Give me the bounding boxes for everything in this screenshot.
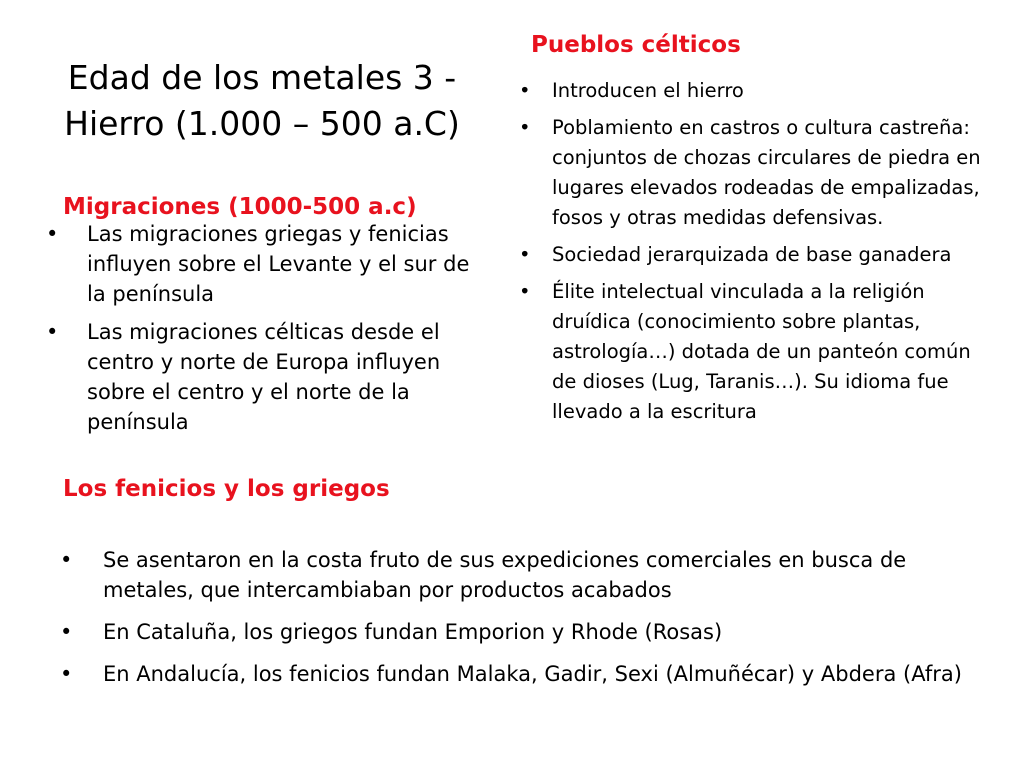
list-item: • Las migraciones griegas y fenicias influyen sobre el Levante y el sur de la península [46,219,486,309]
migrations-heading: Migraciones (1000-500 a.c) [63,194,417,220]
list-item: • Sociedad jerarquizada de base ganadera [519,240,999,270]
list-item: • Se asentaron en la costa fruto de sus expediciones comerciales en busca de metales, que intercambiaban por productos acabados [60,545,1000,605]
list-item: • Poblamiento en castros o cultura castreña: conjuntos de chozas circulares de piedra en lugares elevados rodeadas de empalizadas, fosos y otras medidas defensivas. [519,113,999,233]
list-item: • En Andalucía, los fenicios fundan Malaka, Gadir, Sexi (Almuñécar) y Abdera (Afra) [60,659,1000,689]
phoenicians-greeks-heading: Los fenicios y los griegos [63,476,390,502]
list-item: • Las migraciones célticas desde el centro y norte de Europa influyen sobre el centro y el norte de la península [46,317,486,437]
list-item: • En Cataluña, los griegos fundan Emporion y Rhode (Rosas) [60,617,1000,647]
slide-title [52,55,472,147]
celtic-peoples-heading: Pueblos célticos [531,32,741,58]
phoenicians-greeks-list [60,545,1000,701]
celtic-peoples-list [519,76,999,434]
slide-title-line-2: Hierro (1.000 – 500 a.C) [64,104,460,143]
list-item: • Introducen el hierro [519,76,999,106]
slide-title-line-1: Edad de los metales 3 - [67,58,457,97]
list-item: • Élite intelectual vinculada a la religión druídica (conocimiento sobre plantas, astrología…) dotada de un panteón común de dioses (Lug, Taranis…). Su idioma fue llevado a la escritura [519,277,999,427]
migrations-list [46,219,486,445]
